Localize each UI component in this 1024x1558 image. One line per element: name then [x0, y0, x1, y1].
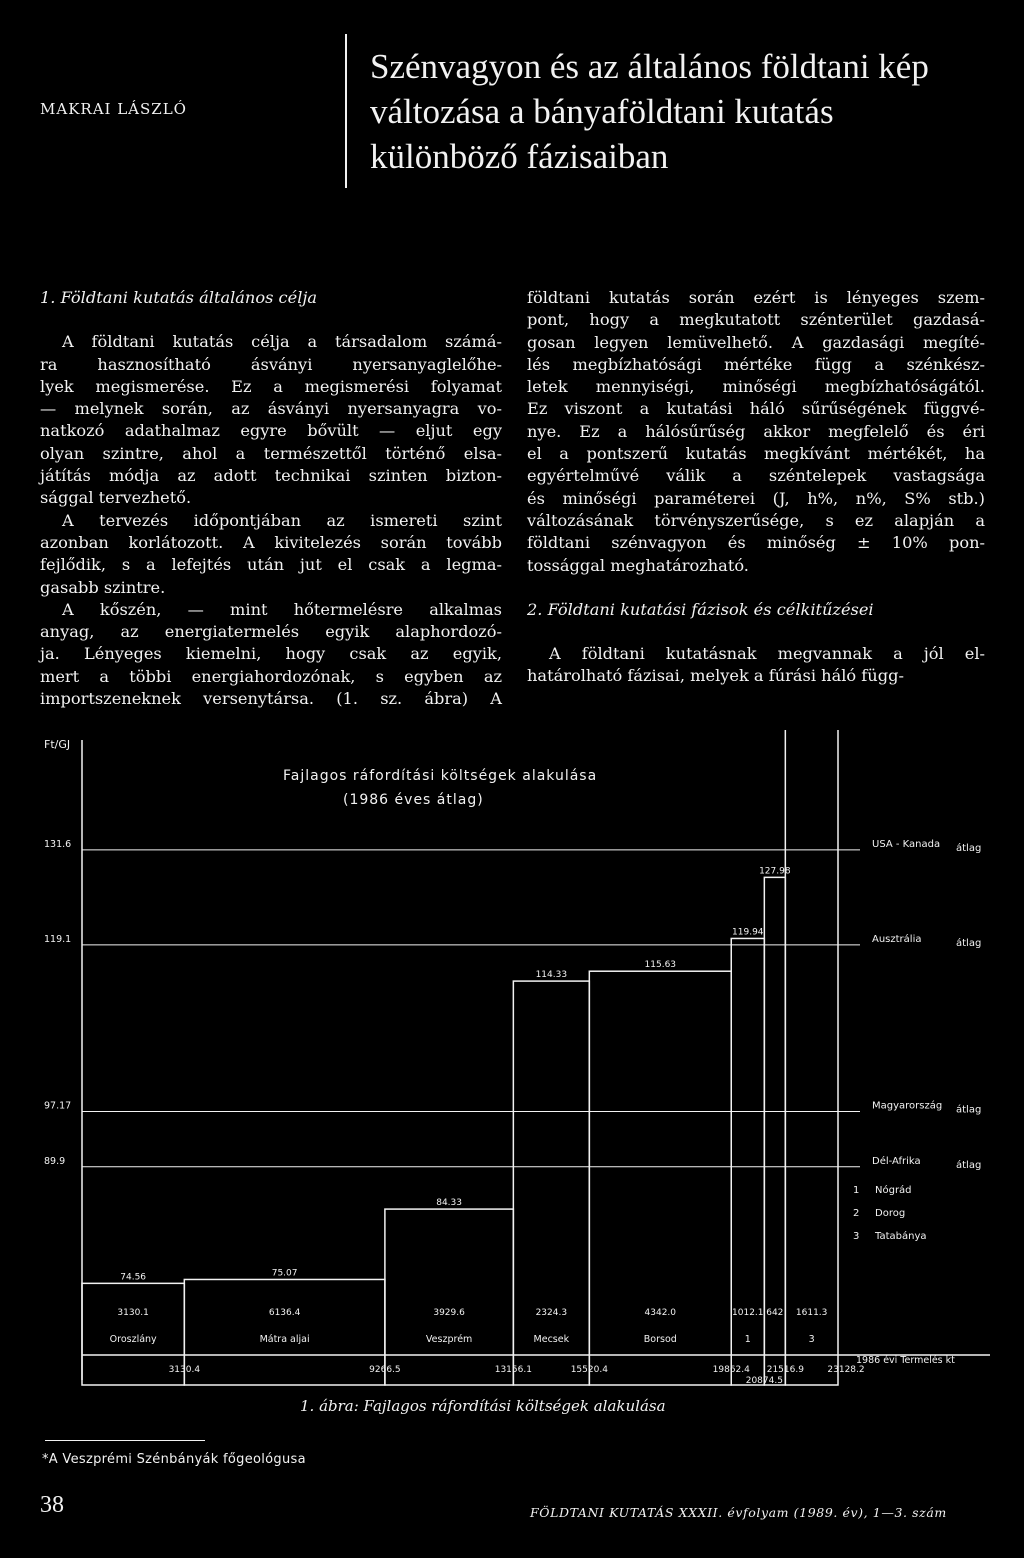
text-line: importszeneknek versenytársa. (1. sz. ábra) A — [40, 689, 502, 709]
bar — [785, 730, 838, 1385]
cumulative-label: 21516.9 — [766, 1365, 804, 1375]
text-line: A tervezés időpontjában az ismereti szint — [62, 510, 502, 530]
y-tick-label: 119.1 — [44, 933, 72, 945]
cumulative-label: 3130.4 — [168, 1365, 201, 1375]
text-line: Ez viszont a kutatási háló sűrűségének függvé- — [527, 399, 985, 419]
text-line: gosan legyen lemüvelhető. A gazdasági megíté- — [527, 332, 985, 352]
cumulative-label: 13156.1 — [494, 1365, 532, 1375]
bar-value-label: 115.63 — [644, 960, 677, 971]
text-line: egyértelművé válik a széntelepek vastagsága — [527, 466, 985, 486]
page-number: 38 — [40, 1492, 64, 1518]
text-line: földtani szénvagyon és minőség ± 10% pon- — [527, 533, 985, 553]
author-name: MAKRAI LÁSZLÓ — [40, 100, 187, 118]
text-line: letek mennyiségi, minőségi megbízhatóságától. — [527, 377, 985, 397]
category-label: 1 — [744, 1334, 751, 1345]
text-line: ra hasznosítható ásványi nyersanyaglelőhe- — [40, 354, 502, 374]
text-line: és minőségi paraméterei (J, h%, n%, S% stb.) — [527, 488, 985, 508]
bar-value-label: 119.94 — [732, 927, 764, 938]
chart-subtitle: (1986 éves átlag) — [343, 792, 484, 808]
reference-line-label: USA - Kanada — [872, 838, 941, 850]
y-tick-label: 89.9 — [44, 1155, 66, 1167]
footnote: *A Veszprémi Szénbányák főgeológusa — [42, 1452, 306, 1467]
bar-value-label: 114.33 — [535, 970, 568, 981]
reference-line-label: Ausztrália — [872, 933, 922, 945]
text-line: ja. Lényeges kiemelni, hogy csak az egyik, — [40, 644, 502, 664]
legend-number: 1 — [853, 1185, 860, 1196]
text-line: lyek megismerése. Ez a megismerési folyamat — [40, 376, 502, 396]
cumulative-label: 20874.5 — [745, 1376, 783, 1386]
y-tick-label: 97.17 — [44, 1100, 72, 1112]
category-label: Borsod — [643, 1334, 677, 1345]
bars — [82, 730, 838, 1385]
spacer — [40, 309, 502, 331]
category-label: 3 — [808, 1334, 815, 1345]
reference-line-suffix: átlag — [956, 1159, 982, 1171]
reference-line-suffix: átlag — [956, 1104, 982, 1116]
text-line: gasabb szintre. — [40, 577, 166, 597]
legend-name: Nógrád — [875, 1185, 912, 1196]
reference-line-suffix: átlag — [956, 937, 982, 949]
legend-name: Dorog — [875, 1208, 906, 1219]
bar-value-label: 84.33 — [436, 1198, 463, 1209]
legend-number: 3 — [853, 1231, 860, 1242]
production-label: 3929.6 — [433, 1308, 465, 1318]
chart-title: Fajlagos ráfordítási költségek alakulása — [283, 768, 598, 784]
title-divider — [345, 34, 347, 188]
cumulative-label: 19862.4 — [712, 1365, 750, 1375]
spacer — [527, 621, 985, 643]
reference-line-label: Dél-Afrika — [872, 1155, 921, 1167]
text-line: — melynek során, az ásványi nyersanyagra vo- — [40, 399, 502, 419]
text-line: lés megbízhatósági mértéke függ a szénkész- — [527, 354, 985, 374]
cumulative-label: 23128.2 — [827, 1365, 865, 1375]
figure-caption: 1. ábra: Fajlagos ráfordítási költségek alakulása — [300, 1397, 666, 1415]
category-label: Mátra aljai — [259, 1334, 310, 1345]
text-line: játítás módja az adott technikai szinten bizton- — [40, 466, 502, 486]
article-title — [370, 44, 1010, 179]
x-axis-label: 1986 évi Termelés kt — [856, 1355, 955, 1366]
bar — [184, 1279, 385, 1385]
category-label: Mecsek — [533, 1334, 570, 1345]
footnote-divider — [45, 1440, 205, 1441]
text-line: változásának törvényszerűsége, s ez alapján a — [527, 510, 985, 530]
bar — [513, 981, 589, 1385]
left-column — [40, 287, 502, 710]
bar — [589, 971, 731, 1385]
bar-value-label: 74.56 — [120, 1272, 147, 1283]
text-line: A földtani kutatás célja a társadalom számá- — [62, 332, 502, 352]
production-label: 3130.1 — [117, 1308, 149, 1318]
cumulative-label: 9266.5 — [369, 1365, 401, 1375]
bar-value-label: 127.98 — [759, 866, 791, 877]
text-line: A földtani kutatásnak megvannak a jól el- — [549, 644, 985, 664]
bar-value-label: 75.07 — [271, 1268, 298, 1279]
cumulative-label: 15520.4 — [570, 1365, 608, 1375]
production-label: 2324.3 — [535, 1308, 568, 1318]
title-line: változása a bányaföldtani kutatás — [370, 92, 834, 131]
text-line: anyag, az energiatermelés egyik alaphordozó- — [40, 622, 502, 642]
y-tick-label: 131.6 — [44, 838, 72, 850]
production-label: 1012.1 — [732, 1308, 764, 1318]
production-label: 1611.3 — [795, 1308, 828, 1318]
text-line: olyan szintre, ahol a természettől történő elsa- — [40, 443, 502, 463]
journal-reference: FÖLDTANI KUTATÁS XXXII. évfolyam (1989. év), 1—3. szám — [530, 1505, 947, 1520]
category-label: Veszprém — [425, 1334, 473, 1345]
chart-legend — [853, 1184, 927, 1242]
text-line: földtani kutatás során ezért is lényeges szem- — [527, 288, 985, 307]
bottom-table — [82, 1308, 990, 1386]
text-line: sággal tervezhető. — [40, 488, 192, 508]
y-axis-label: Ft/GJ — [44, 738, 71, 751]
title-line: különböző fázisaiban — [370, 137, 669, 176]
production-label: 4342.0 — [644, 1308, 677, 1318]
text-line: azonban korlátozott. A kivitelezés során tovább — [40, 532, 502, 552]
right-column — [527, 287, 985, 688]
text-line: tossággal meghatározható. — [527, 555, 749, 575]
text-line: nye. Ez a hálósűrűség akkor megfelelő és éri — [527, 421, 985, 441]
text-line: fejlődik, s a lefejtés után jut el csak a legma- — [40, 555, 502, 575]
title-line: Szénvagyon és az általános földtani kép — [370, 47, 929, 86]
reference-line-label: Magyarország — [872, 1100, 943, 1112]
bar — [385, 1209, 513, 1385]
bar — [731, 938, 764, 1385]
cost-chart — [0, 730, 1024, 1390]
text-line: el a pontszerű kutatás megkívánt mértékét, ha — [527, 444, 985, 464]
category-label: Oroszlány — [109, 1334, 157, 1345]
spacer — [527, 577, 985, 599]
production-label: 6136.4 — [268, 1308, 301, 1318]
text-line: határolható fázisai, melyek a fúrási háló függ- — [527, 666, 904, 686]
reference-line-suffix: átlag — [956, 842, 982, 854]
section-heading: 2. Földtani kutatási fázisok és célkitűzései — [527, 599, 874, 619]
legend-name: Tatabánya — [875, 1231, 927, 1242]
text-line: A kőszén, — mint hőtermelésre alkalmas — [62, 599, 502, 619]
text-line: mert a többi energiahordozónak, s egyben az — [40, 666, 502, 686]
legend-number: 2 — [853, 1208, 860, 1219]
section-heading: 1. Földtani kutatás általános célja — [40, 288, 318, 307]
text-line: natkozó adathalmaz egyre bővült — eljut egy — [40, 421, 502, 441]
production-label: 642 — [766, 1308, 784, 1318]
text-line: pont, hogy a megkutatott szénterület gazdasá- — [527, 310, 985, 330]
